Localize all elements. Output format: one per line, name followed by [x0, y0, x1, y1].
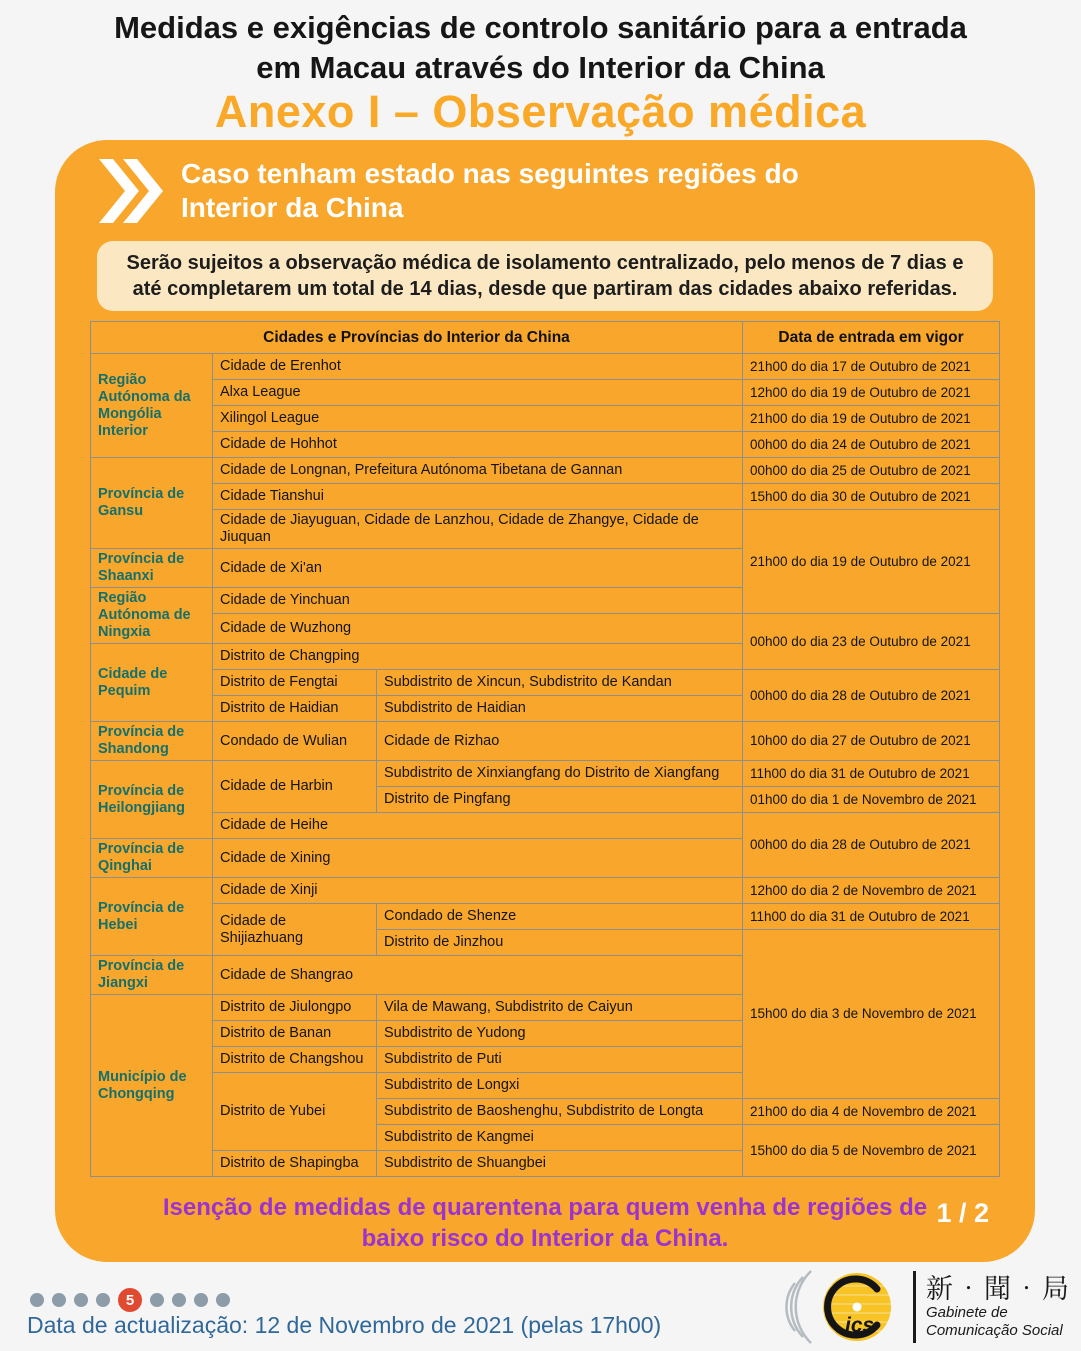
place-cell: Distrito de Pingfang [376, 787, 742, 813]
place-cell: Subdistrito de Puti [376, 1047, 742, 1073]
place-cell: Cidade de Hohhot [212, 432, 742, 458]
place-cell: Distrito de Banan [212, 1021, 376, 1047]
table-row [90, 813, 999, 839]
date-cell: 01h00 do dia 1 de Novembro de 2021 [743, 787, 1000, 813]
pagination-dot [96, 1293, 110, 1307]
place-cell: Subdistrito de Baoshenghu, Subdistrito de Longta [376, 1099, 742, 1125]
main-title-line2: em Macau através do Interior da China [256, 50, 825, 85]
place-cell: Cidade de Xinji [212, 878, 742, 904]
date-cell: 15h00 do dia 5 de Novembro de 2021 [743, 1125, 1000, 1177]
pagination-dots [30, 1288, 230, 1312]
date-cell: 21h00 do dia 17 de Outubro de 2021 [743, 354, 1000, 380]
panel-heading: Caso tenham estado nas seguintes regiões do Interior da China [181, 158, 799, 223]
date-cell: 00h00 do dia 23 de Outubro de 2021 [743, 614, 1000, 670]
place-cell: Cidade de Shijiazhuang [212, 904, 376, 956]
region-cell: Província de Heilongjiang [90, 761, 212, 839]
place-cell: Xilingol League [212, 406, 742, 432]
isolation-note: Serão sujeitos a observação médica de isolamento centralizado, pelo menos de 7 dias e até completarem um total de 14 dias, desde que partiram das cidades abaixo referidas. [97, 241, 993, 311]
place-cell: Cidade de Xi'an [212, 549, 742, 588]
place-cell: Distrito de Changshou [212, 1047, 376, 1073]
region-cell: Cidade de Pequim [90, 644, 212, 722]
place-cell: Subdistrito de Xincun, Subdistrito de Kandan [376, 670, 742, 696]
date-cell: 00h00 do dia 28 de Outubro de 2021 [743, 670, 1000, 722]
gcs-logo-icon [759, 1264, 911, 1350]
double-chevron-icon [99, 159, 165, 228]
pagination-dot [194, 1293, 208, 1307]
pagination-dot [172, 1293, 186, 1307]
region-cell: Região Autónoma da Mongólia Interior [90, 354, 212, 458]
table-header-date: Data de entrada em vigor [743, 322, 1000, 354]
place-cell: Cidade de Wuzhong [212, 614, 742, 644]
place-cell: Cidade de Rizhao [376, 722, 742, 761]
place-cell: Subdistrito de Yudong [376, 1021, 742, 1047]
exemption-note-text: Isenção de medidas de quarentena para quem venha de regiões de baixo risco do Interior da China. [162, 1194, 928, 1252]
place-cell: Subdistrito de Xinxiangfang do Distrito de Xiangfang [376, 761, 742, 787]
place-cell: Distrito de Changping [212, 644, 742, 670]
date-cell: 12h00 do dia 19 de Outubro de 2021 [743, 380, 1000, 406]
table-row [90, 878, 999, 904]
region-cell: Província de Qinghai [90, 839, 212, 878]
table-header-row [90, 322, 999, 354]
place-cell: Distrito de Yubei [212, 1073, 376, 1151]
date-cell: 00h00 do dia 24 de Outubro de 2021 [743, 432, 1000, 458]
pagination-dot-active: 5 [118, 1288, 142, 1312]
table-row [90, 354, 999, 380]
regions-table [90, 321, 1000, 1177]
date-cell: 11h00 do dia 31 de Outubro de 2021 [743, 904, 1000, 930]
table-row [90, 380, 999, 406]
page-indicator: 1 / 2 [936, 1198, 989, 1228]
annex-title: Anexo I – Observação médica [214, 86, 867, 137]
pagination-dot [52, 1293, 66, 1307]
date-cell: 12h00 do dia 2 de Novembro de 2021 [743, 878, 1000, 904]
place-cell: Subdistrito de Longxi [376, 1073, 742, 1099]
gcs-logo-text [926, 1274, 1071, 1340]
region-cell: Município de Chongqing [90, 995, 212, 1177]
place-cell: Cidade de Harbin [212, 761, 376, 813]
place-cell: Condado de Shenze [376, 904, 742, 930]
table-row [90, 458, 999, 484]
table-row [90, 761, 999, 787]
logo-divider [913, 1271, 916, 1343]
gcs-logo-name-line1: Gabinete de [926, 1304, 1008, 1321]
place-cell: Cidade Tianshui [212, 484, 742, 510]
place-cell: Condado de Wulian [212, 722, 376, 761]
gcs-logo [759, 1263, 1071, 1351]
table-row [90, 432, 999, 458]
place-cell: Distrito de Jiulongpo [212, 995, 376, 1021]
place-cell: Cidade de Xining [212, 839, 742, 878]
place-cell: Cidade de Erenhot [212, 354, 742, 380]
place-cell: Distrito de Haidian [212, 696, 376, 722]
date-cell: 11h00 do dia 31 de Outubro de 2021 [743, 761, 1000, 787]
gcs-logo-acronym: ics [845, 1314, 875, 1337]
place-cell: Distrito de Jinzhou [376, 930, 742, 956]
date-cell: 15h00 do dia 30 de Outubro de 2021 [743, 484, 1000, 510]
table-row [90, 614, 999, 644]
pagination-dot [150, 1293, 164, 1307]
pagination-dot [216, 1293, 230, 1307]
panel-heading-band [55, 140, 1035, 232]
table-row [90, 722, 999, 761]
region-cell: Província de Hebei [90, 878, 212, 956]
region-cell: Província de Shaanxi [90, 549, 212, 588]
table-row [90, 510, 999, 549]
main-panel [55, 140, 1035, 1262]
date-cell: 00h00 do dia 28 de Outubro de 2021 [743, 813, 1000, 878]
table-row [90, 904, 999, 930]
region-cell: Província de Jiangxi [90, 956, 212, 995]
place-cell: Alxa League [212, 380, 742, 406]
place-cell: Subdistrito de Haidian [376, 696, 742, 722]
place-cell: Distrito de Shapingba [212, 1151, 376, 1177]
date-cell: 21h00 do dia 19 de Outubro de 2021 [743, 510, 1000, 614]
date-cell: 00h00 do dia 25 de Outubro de 2021 [743, 458, 1000, 484]
gcs-logo-chinese: 新‧聞‧局 [926, 1274, 1071, 1304]
region-cell: Província de Shandong [90, 722, 212, 761]
pagination-dot [30, 1293, 44, 1307]
place-cell: Cidade de Shangrao [212, 956, 742, 995]
place-cell: Vila de Mawang, Subdistrito de Caiyun [376, 995, 742, 1021]
region-cell: Região Autónoma de Ningxia [90, 588, 212, 644]
place-cell: Cidade de Jiayuguan, Cidade de Lanzhou, Cidade de Zhangye, Cidade de Jiuquan [212, 510, 742, 549]
date-cell: 15h00 do dia 3 de Novembro de 2021 [743, 930, 1000, 1099]
place-cell: Cidade de Heihe [212, 813, 742, 839]
exemption-note [55, 1192, 1035, 1254]
place-cell: Cidade de Yinchuan [212, 588, 742, 614]
date-cell: 21h00 do dia 4 de Novembro de 2021 [743, 1099, 1000, 1125]
update-date: Data de actualização: 12 de Novembro de 2021 (pelas 17h00) [27, 1312, 662, 1338]
gcs-logo-name-line2: Comunicação Social [926, 1322, 1063, 1339]
main-title-line1: Medidas e exigências de controlo sanitário para a entrada [114, 10, 967, 45]
date-cell: 10h00 do dia 27 de Outubro de 2021 [743, 722, 1000, 761]
place-cell: Cidade de Longnan, Prefeitura Autónoma Tibetana de Gannan [212, 458, 742, 484]
pagination-dot [74, 1293, 88, 1307]
place-cell: Subdistrito de Shuangbei [376, 1151, 742, 1177]
region-cell: Província de Gansu [90, 458, 212, 549]
date-cell: 21h00 do dia 19 de Outubro de 2021 [743, 406, 1000, 432]
place-cell: Subdistrito de Kangmei [376, 1125, 742, 1151]
table-row [90, 670, 999, 696]
page-title [0, 0, 1081, 136]
table-row [90, 484, 999, 510]
place-cell: Distrito de Fengtai [212, 670, 376, 696]
table-row [90, 406, 999, 432]
table-header-places: Cidades e Províncias do Interior da China [90, 322, 742, 354]
